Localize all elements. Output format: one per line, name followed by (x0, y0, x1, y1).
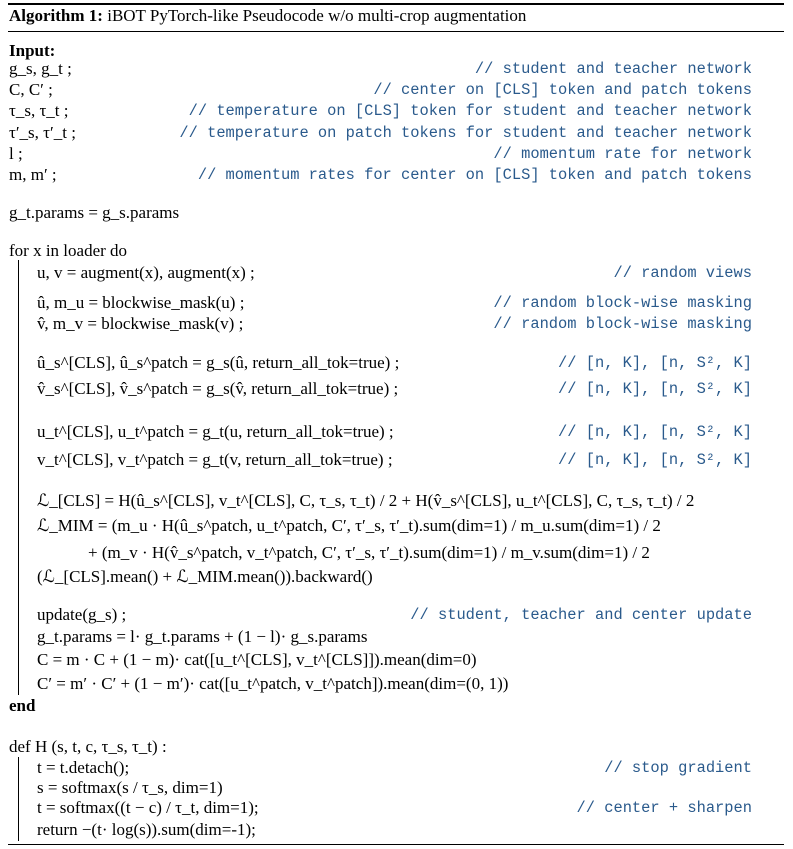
code-line (0, 490, 793, 512)
code-comment: // temperature on [CLS] token for student and teacher network (188, 102, 752, 120)
top-rule (8, 3, 784, 5)
code-comment: // student and teacher network (474, 60, 752, 78)
code-comment: // [n, K], [n, S², K] (558, 423, 752, 441)
code-text: for x in loader do (9, 241, 128, 260)
code-text: s = softmax(s / τ_s, dim=1) (37, 778, 223, 797)
code-comment: // stop gradient (604, 759, 752, 777)
code-line (0, 449, 793, 471)
code-comment: // center on [CLS] token and patch tokens (373, 81, 752, 99)
code-text: g_s, g_t ; (9, 59, 72, 78)
code-line (0, 604, 793, 626)
code-text: v̂_s^[CLS], v̂_s^patch = g_s(v̂, return_all_tok=true) ; (37, 379, 399, 398)
algorithm-title (9, 6, 526, 26)
code-line (0, 695, 793, 717)
code-line (0, 797, 793, 819)
code-text: C, C′ ; (9, 80, 53, 99)
code-line (0, 421, 793, 443)
code-text: l ; (9, 144, 23, 163)
code-line (0, 313, 793, 335)
code-text: def H (s, t, c, τ_s, τ_t) : (9, 737, 167, 756)
code-text: u, v = augment(x), augment(x) ; (37, 263, 255, 282)
code-line (0, 164, 793, 186)
code-text: u_t^[CLS], u_t^patch = g_t(u, return_all_tok=true) ; (37, 422, 394, 441)
code-line (0, 143, 793, 165)
code-text: t = t.detach(); (37, 758, 130, 777)
code-line (0, 58, 793, 80)
code-comment: // random views (613, 264, 752, 282)
code-text: v̂, m_v = blockwise_mask(v) ; (37, 314, 244, 333)
code-text: τ′_s, τ′_t ; (9, 123, 76, 142)
code-line (0, 292, 793, 314)
code-text: C′ = m′ · C′ + (1 − m′)· cat([u_t^patch, v_t^patch]).mean(dim=(0, 1)) (37, 674, 509, 693)
code-text: g_t.params = l· g_t.params + (1 − l)· g_s.params (37, 627, 368, 646)
code-comment: // momentum rates for center on [CLS] token and patch tokens (197, 166, 752, 184)
code-line (0, 79, 793, 101)
title-rule (8, 31, 784, 32)
code-text: (ℒ_[CLS].mean() + ℒ_MIM.mean()).backward() (37, 567, 373, 586)
code-text: C = m · C + (1 − m)· cat([u_t^[CLS], v_t^[CLS]]).mean(dim=0) (37, 650, 477, 669)
code-comment: // [n, K], [n, S², K] (558, 451, 752, 469)
code-text: ℒ_[CLS] = H(û_s^[CLS], v_t^[CLS], C, τ_s, τ_t) / 2 + H(v̂_s^[CLS], u_t^[CLS], C, τ_s, τ_t) / 2 (37, 491, 695, 510)
code-comment: // temperature on patch tokens for student and teacher network (179, 124, 752, 142)
code-line (0, 202, 793, 224)
code-line (0, 262, 793, 284)
code-comment: // random block-wise masking (493, 294, 752, 312)
code-line (0, 649, 793, 671)
code-line (0, 777, 793, 799)
algorithm-label: Algorithm 1: (9, 6, 103, 25)
code-text: end (9, 696, 36, 715)
code-text: τ_s, τ_t ; (9, 101, 69, 120)
code-text: û, m_u = blockwise_mask(u) ; (37, 293, 245, 312)
code-text: v_t^[CLS], v_t^patch = g_t(v, return_all_tok=true) ; (37, 450, 393, 469)
code-comment: // student, teacher and center update (410, 606, 752, 624)
code-text: û_s^[CLS], û_s^patch = g_s(û, return_all_tok=true) ; (37, 353, 400, 372)
algorithm-caption: iBOT PyTorch-like Pseudocode w/o multi-crop augmentation (107, 6, 527, 25)
code-comment: // [n, K], [n, S², K] (558, 380, 752, 398)
code-line (0, 566, 793, 588)
code-comment: // momentum rate for network (493, 145, 752, 163)
code-line (0, 240, 793, 262)
code-text: m, m′ ; (9, 165, 57, 184)
code-text: g_t.params = g_s.params (9, 203, 180, 222)
code-line (0, 757, 793, 779)
code-text: + (m_v · H(v̂_s^patch, v_t^patch, C′, τ′_s, τ′_t).sum(dim=1) / m_v.sum(dim=1) / 2 (88, 543, 650, 562)
code-line (0, 378, 793, 400)
code-text: update(g_s) ; (37, 605, 127, 624)
code-line (0, 515, 793, 537)
code-line (0, 819, 793, 841)
code-line (0, 100, 793, 122)
code-text: t = softmax((t − c) / τ_t, dim=1); (37, 798, 259, 817)
code-comment: // [n, K], [n, S², K] (558, 354, 752, 372)
code-text: ℒ_MIM = (m_u · H(û_s^patch, u_t^patch, C′, τ′_s, τ′_t).sum(dim=1) / m_u.sum(dim=1) / 2 (37, 516, 661, 535)
code-line (0, 673, 793, 695)
bottom-rule (8, 844, 784, 845)
code-comment: // random block-wise masking (493, 315, 752, 333)
code-comment: // center + sharpen (576, 799, 752, 817)
code-line (0, 122, 793, 144)
code-text: Input: (9, 41, 56, 60)
code-line (0, 626, 793, 648)
code-line (0, 542, 793, 564)
code-line (0, 352, 793, 374)
code-text: return −(t· log(s)).sum(dim=-1); (37, 820, 256, 839)
code-line (0, 736, 793, 758)
